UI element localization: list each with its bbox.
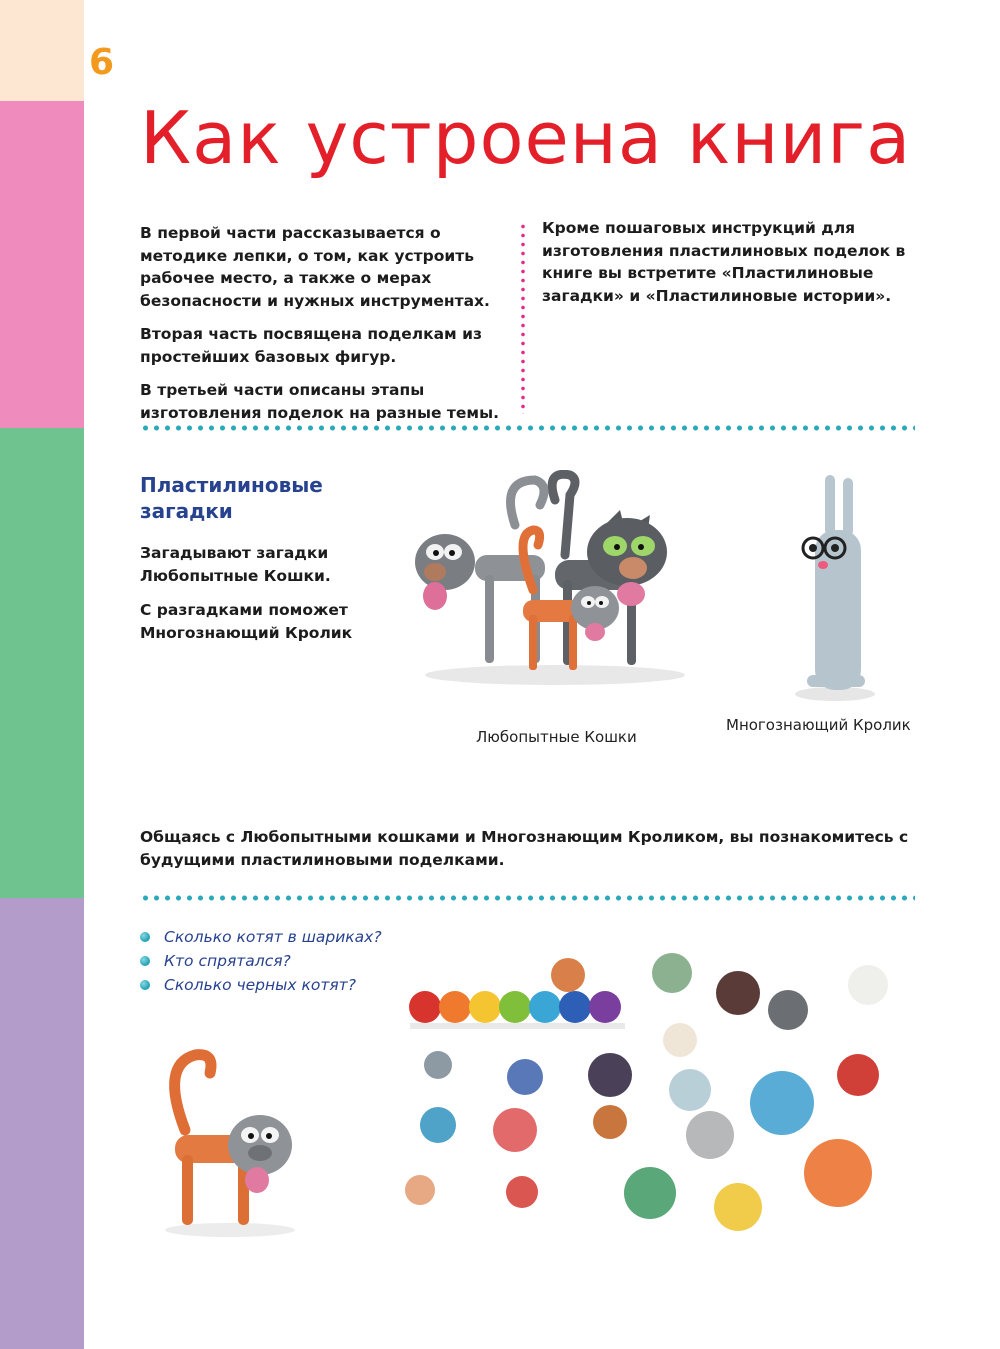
caption-cats: Любопытные Кошки [476,728,637,746]
curious-cats-illustration [405,470,695,690]
list-item [140,949,382,973]
riddle-questions-list [140,925,382,997]
question-text: Кто спрятался? [164,952,291,970]
intro-right-column [542,217,912,318]
clay-balls-and-kittens-illustration [400,945,900,1255]
side-band-pink [0,101,84,428]
page-title: Как устроена книга [140,96,912,180]
wise-rabbit-illustration [785,470,885,705]
side-band-green [0,428,84,898]
caption-rabbit: Многознающий Кролик [726,716,911,734]
intro-paragraph: Вторая часть посвящена поделкам из простейших базовых фигур. [140,325,482,366]
page-number: 6 [89,42,115,83]
list-item [140,973,382,997]
bullet-icon [140,932,150,942]
question-text: Сколько котят в шариках? [164,928,382,946]
riddles-heading: Пластилиновые загадки [140,473,323,523]
intro-paragraph: Кроме пошаговых инструкций для изготовления пластилиновых поделок в книге вы встретите «Пластилиновые загадки» и «Пластилиновые истории». [542,219,906,305]
riddles-paragraph: С разгадками поможет Многознающий Кролик [140,601,353,642]
orange-kitten-illustration [150,1040,310,1240]
intro-paragraph: В первой части рассказывается о методике лепки, о том, как устроить рабочее место, а также о мерах безопасности и нужных инструментах. [140,224,490,310]
intro-paragraph: В третьей части описаны этапы изготовления поделок на разные темы. [140,381,499,422]
question-text: Сколько черных котят? [164,976,356,994]
dotted-divider [140,425,915,431]
riddles-text [140,542,380,656]
bullet-icon [140,956,150,966]
riddles-paragraph: Загадывают загадки Любопытные Кошки. [140,544,331,585]
bullet-icon [140,980,150,990]
summary-text: Общаясь с Любопытными кошками и Многознающим Кроликом, вы познакомитесь с будущими пластилиновыми поделками. [140,828,909,869]
side-band-lilac [0,898,84,1349]
vertical-dotted-divider [521,222,525,414]
intro-left-column [140,222,500,435]
dotted-divider [140,895,915,901]
list-item [140,925,382,949]
side-band-peach [0,0,84,101]
